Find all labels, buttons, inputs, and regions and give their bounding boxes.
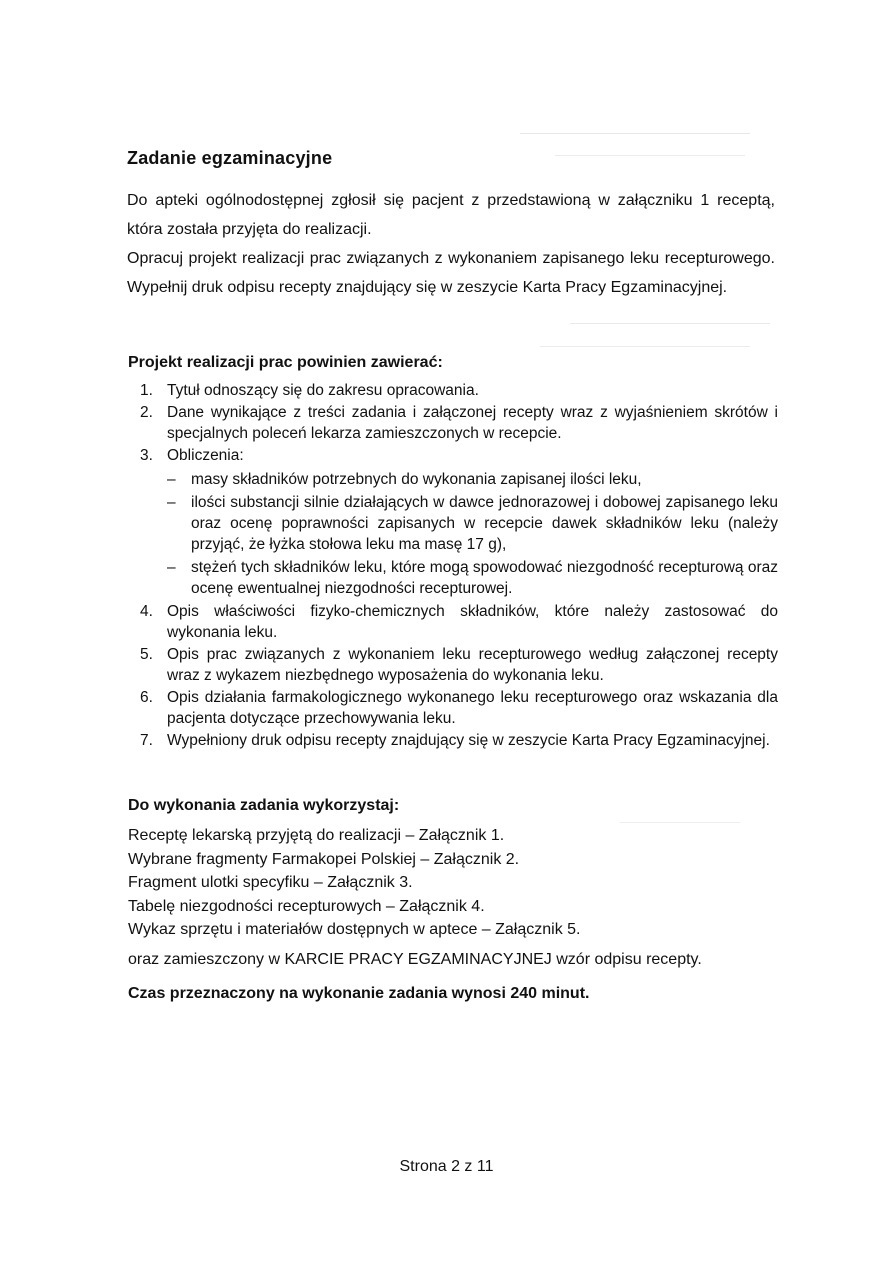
dash-bullet: – xyxy=(167,471,176,488)
resource-item: Receptę lekarską przyjętą do realizacji – Załącznik 1. xyxy=(128,827,505,844)
list-item-number: 2. xyxy=(140,404,153,421)
list-item-number: 6. xyxy=(140,689,153,706)
resource-item: oraz zamieszczony w KARCIE PRACY EGZAMINACYJNEJ wzór odpisu recepty. xyxy=(128,950,702,968)
list-item xyxy=(128,730,778,751)
list-item-text: Opis działania farmakologicznego wykonanego leku recepturowego oraz wskazania dla pacjenta dotyczące przechowywania leku. xyxy=(167,689,778,727)
resources-heading: Do wykonania zadania wykorzystaj: xyxy=(128,797,400,814)
list-item-text: Obliczenia: xyxy=(167,447,244,464)
sublist-item-text: masy składników potrzebnych do wykonania zapisanej ilości leku, xyxy=(191,471,642,488)
sublist-item xyxy=(167,492,778,555)
intro-text xyxy=(127,186,775,302)
list-item xyxy=(128,402,778,444)
list-item-number: 4. xyxy=(140,603,153,620)
dash-bullet: – xyxy=(167,494,176,511)
page-number: Strona 2 z 11 xyxy=(399,1158,494,1175)
dash-bullet: – xyxy=(167,559,176,576)
list-item xyxy=(128,601,778,643)
time-note: Czas przeznaczony na wykonanie zadania wynosi 240 minut. xyxy=(128,985,590,1002)
calculations-sublist xyxy=(167,469,778,599)
project-heading: Projekt realizacji prac powinien zawierać: xyxy=(128,354,443,371)
list-item-text: Wypełniony druk odpisu recepty znajdujący się w zeszycie Karta Pracy Egzaminacyjnej. xyxy=(167,732,770,749)
list-item xyxy=(128,644,778,686)
resource-item: Tabelę niezgodności recepturowych – Załącznik 4. xyxy=(128,897,485,915)
list-item-text: Opis prac związanych z wykonaniem leku recepturowego według załączonej recepty wraz z wykazem niezbędnego wyposażenia do wykonania leku. xyxy=(167,646,778,684)
resource-item: Wybrane fragmenty Farmakopei Polskiej – Załącznik 2. xyxy=(128,850,520,868)
list-item-number: 1. xyxy=(140,382,153,399)
sublist-item xyxy=(167,469,778,490)
list-item-text: Tytuł odnoszący się do zakresu opracowania. xyxy=(167,382,479,399)
sublist-item-text: stężeń tych składników leku, które mogą spowodować niezgodność recepturową oraz ocenę ewentualnej niezgodności recepturowej. xyxy=(191,559,778,597)
resource-item: Wykaz sprzętu i materiałów dostępnych w aptece – Załącznik 5. xyxy=(128,921,581,938)
resources-list xyxy=(128,824,778,971)
list-item xyxy=(128,687,778,729)
intro-paragraph: Opracuj projekt realizacji prac związanych z wykonaniem zapisanego leku recepturowego. Wypełnij druk odpisu recepty znajdujący się w zeszycie Karta Pracy Egzaminacyjnej. xyxy=(127,250,775,296)
scan-speck xyxy=(540,346,750,347)
scan-speck xyxy=(570,323,770,324)
list-item xyxy=(128,445,778,599)
list-item-number: 5. xyxy=(140,646,153,663)
sublist-item xyxy=(167,557,778,599)
page-title: Zadanie egzaminacyjne xyxy=(127,148,333,168)
intro-paragraph: Do apteki ogólnodostępnej zgłosił się pacjent z przedstawioną w załączniku 1 receptą, która została przyjęta do realizacji. xyxy=(127,192,775,238)
project-list xyxy=(128,380,778,752)
list-item-text: Dane wynikające z treści zadania i załączonej recepty wraz z wyjaśnieniem skrótów i specjalnych poleceń lekarza zamieszczonych w recepcie. xyxy=(167,404,778,442)
list-item xyxy=(128,380,778,401)
scan-speck xyxy=(520,133,750,134)
list-item-number: 3. xyxy=(140,447,153,464)
scan-speck xyxy=(620,822,740,823)
list-item-number: 7. xyxy=(140,732,153,749)
sublist-item-text: ilości substancji silnie działających w dawce jednorazowej i dobowej zapisanego leku oraz ocenę poprawności zapisanych w recepcie dawek składników leku (należy przyjąć, że łyżka stołowa leku ma masę 17 g), xyxy=(191,494,778,553)
list-item-text: Opis właściwości fizyko-chemicznych składników, które należy zastosować do wykonania leku. xyxy=(167,603,778,641)
resource-item: Fragment ulotki specyfiku – Załącznik 3. xyxy=(128,874,413,891)
scan-speck xyxy=(555,155,745,156)
